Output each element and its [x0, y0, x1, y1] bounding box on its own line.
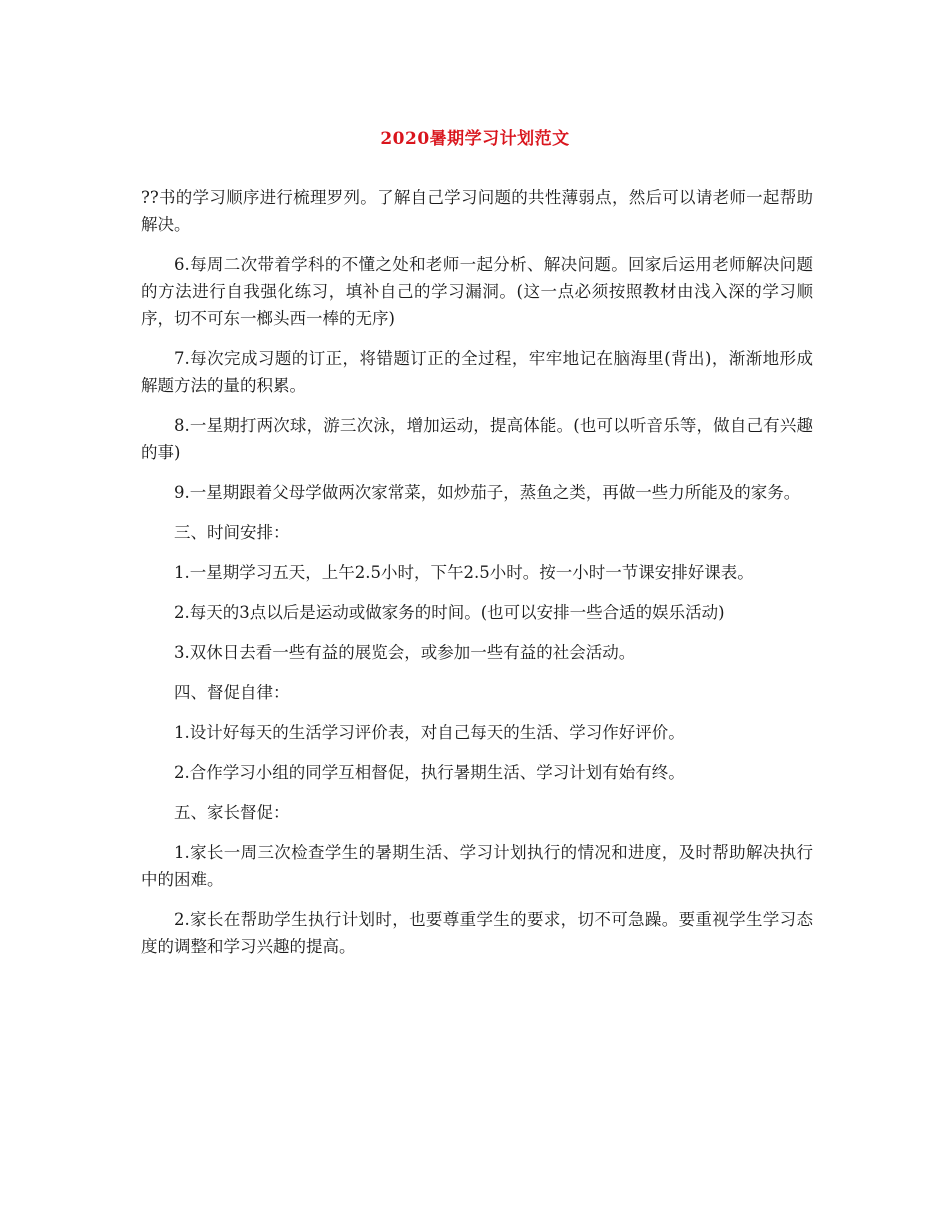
- paragraph-item-8: 8.一星期打两次球，游三次泳，增加运动，提高体能。(也可以听音乐等，做自己有兴趣的事): [141, 416, 813, 462]
- paragraph-discipline-2: 2.合作学习小组的同学互相督促，执行暑期生活、学习计划有始有终。: [174, 763, 685, 782]
- document-title: 2020暑期学习计划范文: [380, 129, 570, 149]
- paragraph-discipline-1: 1.设计好每天的生活学习评价表，对自己每天的生活、学习作好评价。: [174, 723, 685, 742]
- paragraph-parent-2: 2.家长在帮助学生执行计划时，也要尊重学生的要求，切不可急躁。要重视学生学习态度的调整和学习兴趣的提高。: [141, 910, 813, 956]
- paragraph-schedule-1: 1.一星期学习五天，上午2.5小时，下午2.5小时。按一小时一节课安排好课表。: [174, 563, 754, 582]
- paragraph-schedule-2: 2.每天的3点以后是运动或做家务的时间。(也可以安排一些合适的娱乐活动): [174, 603, 725, 622]
- paragraph-continuation: ??书的学习顺序进行梳理罗列。了解自己学习问题的共性薄弱点，然后可以请老师一起帮助解决。: [141, 188, 813, 234]
- document-body: [141, 184, 813, 973]
- paragraph-item-7: 7.每次完成习题的订正，将错题订正的全过程，牢牢地记在脑海里(背出)，渐渐地形成解题方法的量的积累。: [141, 349, 813, 395]
- section-heading-self-discipline: 四、督促自律：: [174, 683, 290, 702]
- paragraph-parent-1: 1.家长一周三次检查学生的暑期生活、学习计划执行的情况和进度，及时帮助解决执行中的困难。: [141, 843, 813, 889]
- section-heading-parent-supervision: 五、家长督促：: [174, 803, 290, 822]
- paragraph-item-6: 6.每周二次带着学科的不懂之处和老师一起分析、解决问题。回家后运用老师解决问题的方法进行自我强化练习，填补自己的学习漏洞。(这一点必须按照教材由浅入深的学习顺序，切不可东一榔头西一棒的无序): [141, 255, 813, 328]
- paragraph-item-9: 9.一星期跟着父母学做两次家常菜，如炒茄子，蒸鱼之类，再做一些力所能及的家务。: [174, 483, 801, 502]
- paragraph-schedule-3: 3.双休日去看一些有益的展览会，或参加一些有益的社会活动。: [174, 643, 636, 662]
- section-heading-schedule: 三、时间安排：: [174, 523, 290, 542]
